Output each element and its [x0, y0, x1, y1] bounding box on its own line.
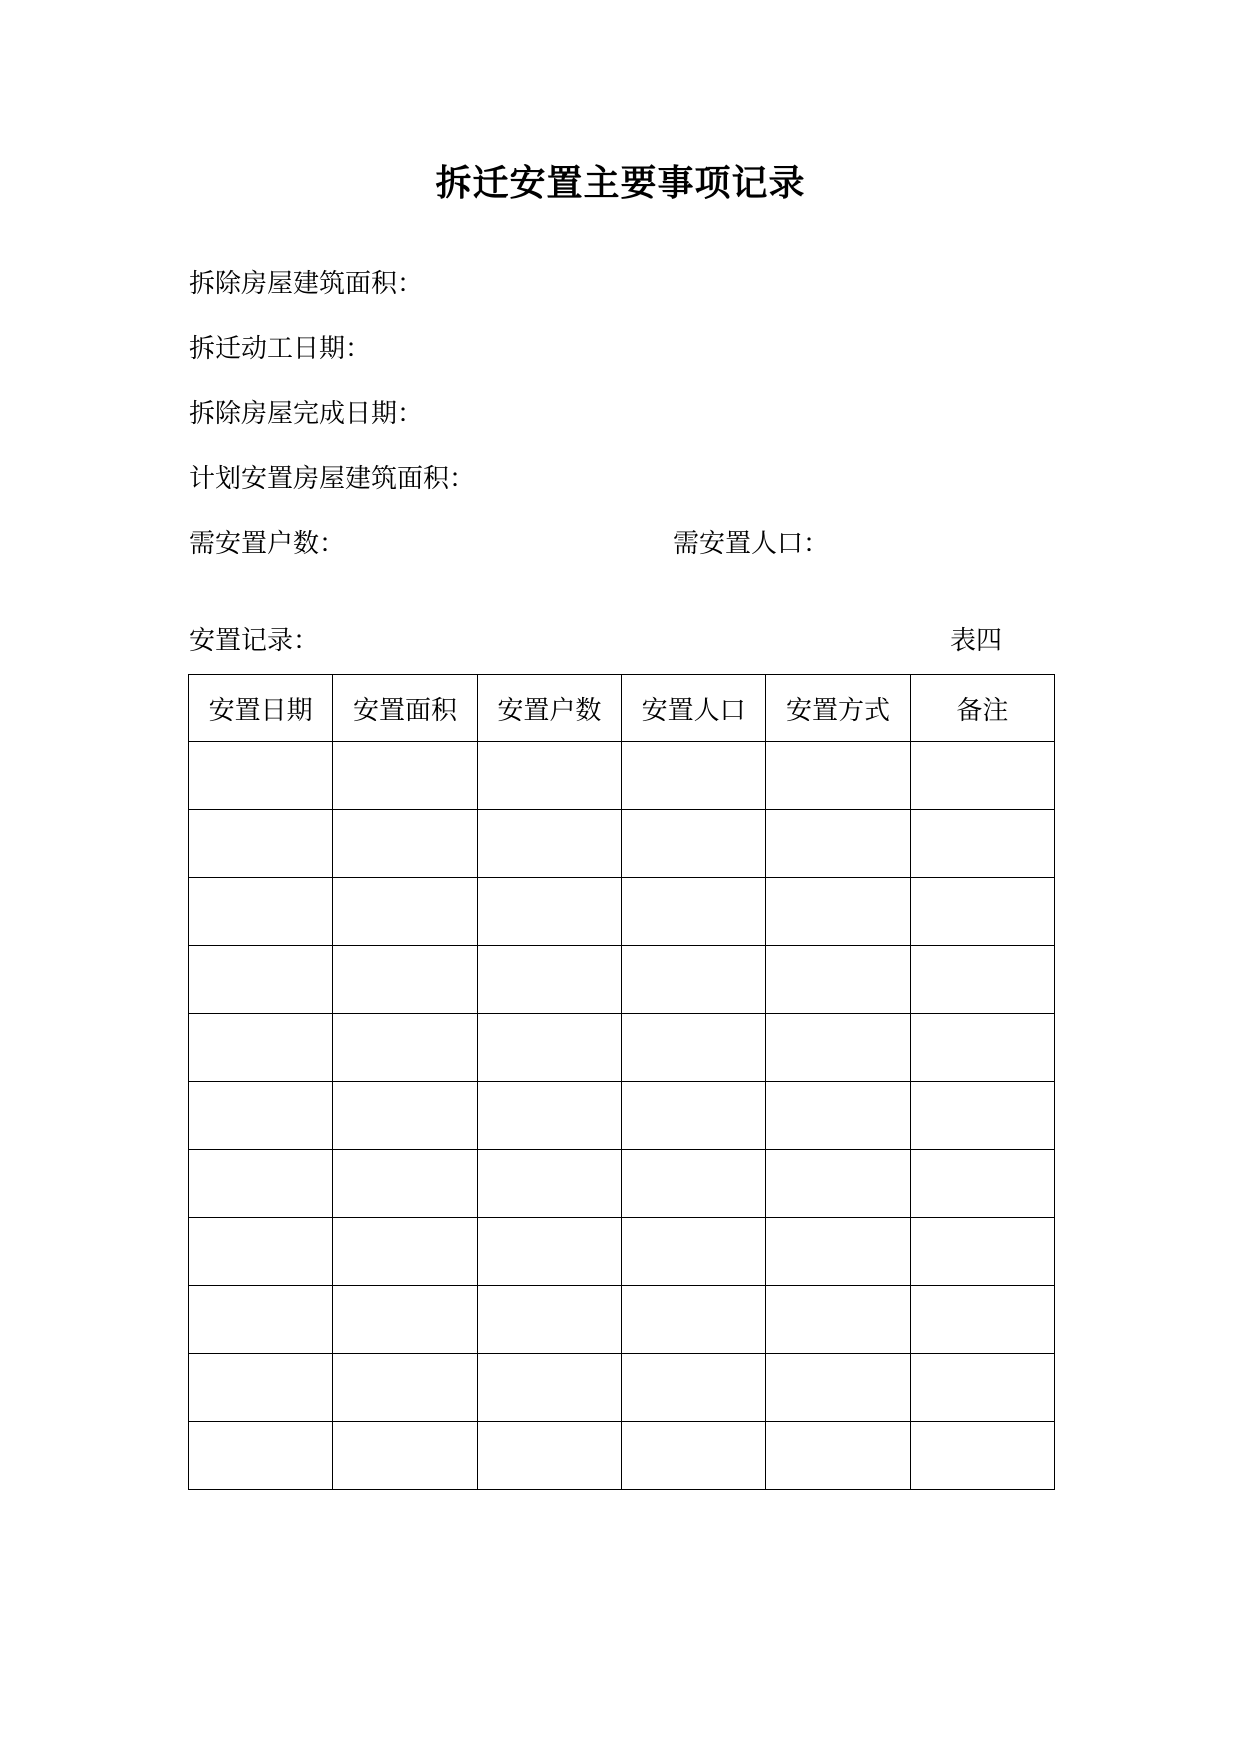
table-cell	[910, 1082, 1054, 1150]
table-row	[189, 742, 1055, 810]
table-cell	[333, 1218, 477, 1286]
table-row	[189, 1354, 1055, 1422]
table-cell	[189, 810, 333, 878]
table-cell	[189, 742, 333, 810]
table-cell	[910, 1150, 1054, 1218]
column-header: 安置户数	[477, 675, 621, 742]
table-cell	[333, 810, 477, 878]
table-cell	[477, 946, 621, 1014]
table-cell	[621, 1218, 765, 1286]
document-title: 拆迁安置主要事项记录	[435, 162, 806, 204]
column-header: 安置面积	[333, 675, 477, 742]
table-cell	[766, 1150, 910, 1218]
table-cell	[477, 878, 621, 946]
table-cell	[621, 1286, 765, 1354]
table-cell	[766, 878, 910, 946]
table-cell	[766, 810, 910, 878]
table-cell	[621, 1082, 765, 1150]
table-cell	[189, 1286, 333, 1354]
table-cell	[766, 1218, 910, 1286]
table-cell	[333, 1286, 477, 1354]
table-row	[189, 1218, 1055, 1286]
table-cell	[477, 810, 621, 878]
table-row	[189, 1014, 1055, 1082]
table-cell	[477, 1354, 621, 1422]
table-cell	[766, 1354, 910, 1422]
table-cell	[621, 878, 765, 946]
table-cell	[333, 1082, 477, 1150]
table-cell	[477, 1422, 621, 1490]
table-cell	[477, 1218, 621, 1286]
table-cell	[333, 1422, 477, 1490]
table-cell	[189, 1354, 333, 1422]
table-cell	[766, 946, 910, 1014]
table-cell	[189, 1014, 333, 1082]
table-row	[189, 1422, 1055, 1490]
completion-date-label: 拆除房屋完成日期：	[189, 399, 424, 429]
table-body	[189, 742, 1055, 1490]
table-cell	[333, 1014, 477, 1082]
table-row	[189, 878, 1055, 946]
planned-area-label: 计划安置房屋建筑面积：	[189, 464, 476, 494]
table-cell	[910, 1286, 1054, 1354]
table-cell	[621, 810, 765, 878]
table-cell	[766, 742, 910, 810]
table-cell	[189, 1150, 333, 1218]
demolished-area-label: 拆除房屋建筑面积：	[189, 269, 424, 299]
start-date-label: 拆迁动工日期：	[189, 334, 372, 364]
table-cell	[910, 1218, 1054, 1286]
table-cell	[621, 1422, 765, 1490]
column-header: 备注	[910, 675, 1054, 742]
table-cell	[189, 1082, 333, 1150]
population-label: 需安置人口：	[673, 529, 830, 559]
table-cell	[189, 1218, 333, 1286]
column-header: 安置人口	[621, 675, 765, 742]
table-row	[189, 810, 1055, 878]
table-cell	[910, 1014, 1054, 1082]
table-cell	[621, 946, 765, 1014]
table-cell	[333, 1354, 477, 1422]
table-cell	[333, 946, 477, 1014]
table-row	[189, 1286, 1055, 1354]
table-cell	[766, 1082, 910, 1150]
table-row	[189, 1150, 1055, 1218]
table-row	[189, 1082, 1055, 1150]
table-cell	[477, 1150, 621, 1218]
column-header: 安置日期	[189, 675, 333, 742]
households-label: 需安置户数：	[189, 529, 346, 559]
table-cell	[189, 946, 333, 1014]
table-cell	[910, 946, 1054, 1014]
table-cell	[766, 1422, 910, 1490]
table-cell	[910, 1354, 1054, 1422]
table-cell	[910, 810, 1054, 878]
table-row	[189, 946, 1055, 1014]
table-cell	[910, 878, 1054, 946]
records-label: 安置记录：	[189, 626, 320, 656]
table-cell	[189, 878, 333, 946]
table-cell	[621, 1354, 765, 1422]
table-header-row	[189, 675, 1055, 742]
column-header: 安置方式	[766, 675, 910, 742]
table-cell	[766, 1286, 910, 1354]
table-cell	[621, 742, 765, 810]
table-cell	[477, 1014, 621, 1082]
table-cell	[333, 742, 477, 810]
table-cell	[477, 1082, 621, 1150]
records-table	[188, 674, 1055, 1490]
table-cell	[766, 1014, 910, 1082]
table-cell	[621, 1014, 765, 1082]
table-number: 表四	[950, 626, 1003, 656]
table-cell	[621, 1150, 765, 1218]
table-cell	[477, 1286, 621, 1354]
table-cell	[477, 742, 621, 810]
table-cell	[333, 878, 477, 946]
table-cell	[189, 1422, 333, 1490]
table-cell	[333, 1150, 477, 1218]
table-cell	[910, 1422, 1054, 1490]
table-cell	[910, 742, 1054, 810]
